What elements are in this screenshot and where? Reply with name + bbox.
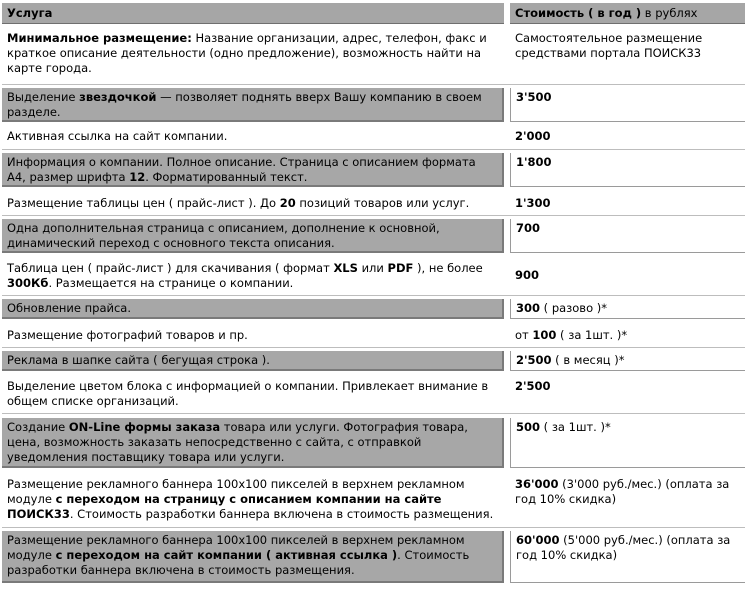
service-cell: Активная ссылка на сайт компании. — [7, 129, 228, 143]
service-cell: Создание ON-Line формы заказа товара или услуги. Фотография товара, цена, возможность заказать непосредственно с сайта, с отправкой уведомления поставщику товара или услуги. — [2, 418, 504, 468]
service-cell: Выделение цветом блока с информацией о компании. Привлекает внимание в общем списке организаций. — [7, 379, 489, 408]
table-row — [0, 153, 747, 187]
table-row — [0, 475, 747, 525]
price-cell: 2'500 — [515, 379, 551, 393]
header-service: Услуга — [2, 3, 504, 24]
price-cell: 700 — [510, 219, 745, 253]
price-cell: 900 — [515, 268, 540, 282]
table-row — [0, 88, 747, 122]
table-row — [0, 259, 747, 293]
table-row — [0, 531, 747, 583]
service-cell: Реклама в шапке сайта ( бегущая строка ). — [2, 351, 504, 371]
service-cell: Размещение фотографий товаров и пр. — [7, 328, 248, 342]
price-cell: 36'000 (3'000 руб./мес.) (оплата за год 10% скидка) — [515, 477, 730, 506]
table-row — [0, 418, 747, 468]
price-cell: 2'000 — [515, 129, 551, 143]
price-cell: 500 ( за 1шт. )* — [510, 418, 745, 468]
price-cell: 300 ( разово )* — [510, 299, 745, 319]
price-cell: 1'300 — [515, 196, 551, 210]
header-cost: Стоимость ( в год ) в рублях — [510, 3, 745, 24]
table-row — [0, 127, 747, 147]
row-divider — [2, 413, 745, 414]
price-cell: 60'000 (5'000 руб./мес.) (оплата за год 10% скидка) — [510, 531, 745, 583]
service-cell: Обновление прайса. — [2, 299, 504, 319]
row-divider — [2, 347, 745, 348]
service-cell: Размещение рекламного баннера 100x100 пикселей в верхнем рекламном модуле с переходом на сайт компании ( активная ссылка ). Стоимость разработки баннера включена в стоимость размещения. — [2, 531, 504, 583]
row-divider — [2, 149, 745, 150]
service-cell: Одна дополнительная страница с описанием, дополнение к основной, динамический переход с основного текста описания. — [2, 219, 504, 253]
table-row — [0, 351, 747, 371]
price-cell: 1'800 — [510, 153, 745, 187]
price-cell: 2'500 ( в месяц )* — [510, 351, 745, 371]
table-row — [0, 219, 747, 253]
service-cell: Информация о компании. Полное описание. Страница с описанием формата А4, размер шрифта 12. Форматированный текст. — [2, 153, 504, 187]
service-cell: Размещение таблицы цен ( прайс-лист ). До 20 позиций товаров или услуг. — [7, 196, 470, 210]
row-divider — [2, 84, 745, 85]
price-cell: от 100 ( за 1шт. )* — [515, 328, 628, 342]
price-cell: Самостоятельное размещение средствами портала ПОИСК33 — [515, 31, 703, 60]
service-cell: Минимальное размещение: Название организации, адрес, телефон, факс и краткое описание деятельности (одно предложение), возможность найти на карте города. — [7, 31, 487, 75]
row-divider — [2, 527, 745, 528]
table-header — [0, 3, 747, 24]
table-row — [0, 326, 747, 346]
service-cell: Выделение звездочкой — позволяет поднять вверх Вашу компанию в своем разделе. — [2, 88, 504, 122]
table-row — [0, 194, 747, 214]
table-row — [0, 299, 747, 319]
service-cell: Размещение рекламного баннера 100x100 пикселей в верхнем рекламном модуле с переходом на страницу с описанием компании на сайте ПОИСК33. Стоимость разработки баннера включена в стоимость размещения. — [7, 477, 494, 521]
table-row — [0, 377, 747, 411]
price-cell: 3'500 — [510, 88, 745, 122]
service-cell: Таблица цен ( прайс-лист ) для скачивания ( формат XLS или PDF ), не более 300Кб. Размещается на странице о компании. — [7, 261, 483, 290]
row-divider — [2, 215, 745, 216]
table-row — [0, 29, 747, 83]
row-divider — [2, 295, 745, 296]
